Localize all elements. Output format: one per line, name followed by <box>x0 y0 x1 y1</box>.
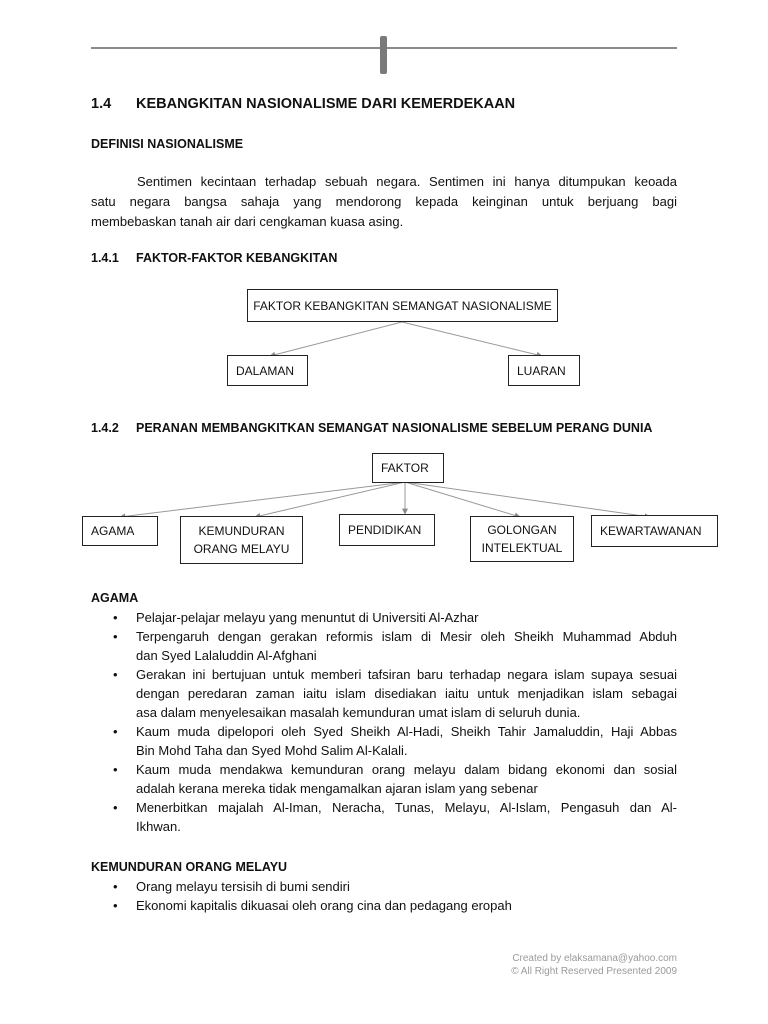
connector-line <box>120 482 405 517</box>
list-item-line: dan Syed Lalaluddin Al-Afghani <box>136 648 317 663</box>
list-item <box>91 877 677 896</box>
connector-line <box>405 482 520 517</box>
diagram2-child-box <box>591 515 718 547</box>
diagram2-root-box: FAKTOR <box>372 453 444 483</box>
bullet-icon: • <box>113 762 118 777</box>
bullet-icon: • <box>113 879 118 894</box>
footer-line: © All Right Reserved Presented 2009 <box>511 966 677 977</box>
list-item-line: Orang melayu tersisih di bumi sendiri <box>136 879 350 894</box>
kemunduran-list <box>91 877 677 915</box>
bullet-icon: • <box>113 629 118 644</box>
section-title: KEBANGKITAN NASIONALISME DARI KEMERDEKAAN <box>136 96 516 112</box>
definisi-line: Sentimen kecintaan terhadap sebuah negara. Sentimen ini hanya ditumpukan keoada <box>137 174 677 189</box>
diagram2-child-box <box>180 516 303 564</box>
list-item-line: Kaum muda dipelopori oleh Syed Sheikh Al-Hadi, Sheikh Tahir Jamaluddin, Haji Abbas <box>136 724 677 739</box>
agama-heading: AGAMA <box>91 591 139 605</box>
diagram2-child-box <box>339 514 435 546</box>
list-item-line: Ikhwan. <box>136 819 181 834</box>
list-item <box>91 896 677 915</box>
diagram2-child-box <box>82 516 158 546</box>
diagram2-child-label: AGAMA <box>91 524 135 538</box>
kemunduran-heading: KEMUNDURAN ORANG MELAYU <box>91 860 288 874</box>
diagram2-child-label: KEWARTAWANAN <box>600 524 702 538</box>
list-item-line: Menerbitkan majalah Al-Iman, Neracha, Tunas, Melayu, Al-Islam, Pengasuh dan Al- <box>136 800 677 815</box>
list-item <box>91 798 677 836</box>
definisi-line: satu negara bangsa sahaja yang mendorong kepada keinginan untuk berjuang bagi <box>91 194 677 209</box>
bullet-icon: • <box>113 667 118 682</box>
list-item-line: Gerakan ini bertujuan untuk memberi tafsiran baru terhadap negara islam supaya sesuai <box>136 667 677 682</box>
subsection-title: PERANAN MEMBANGKITKAN SEMANGAT NASIONALISME SEBELUM PERANG DUNIA <box>136 421 653 435</box>
list-item-line: Terpengaruh dengan gerakan reformis islam di Mesir oleh Sheikh Muhammad Abduh <box>136 629 677 644</box>
list-item-line: Ekonomi kapitalis dikuasai oleh orang cina dan pedagang eropah <box>136 898 512 913</box>
diagram1-child-box: LUARAN <box>508 355 580 386</box>
footer-line: Created by elaksamana@yahoo.com <box>512 953 677 964</box>
list-item-line: Bin Mohd Taha dan Syed Mohd Salim Al-Kalali. <box>136 743 408 758</box>
agama-list <box>91 608 677 836</box>
diagram2-child-label: GOLONGAN <box>487 523 557 537</box>
section-number: 1.4 <box>91 96 112 112</box>
subsection-number: 1.4.2 <box>91 421 119 435</box>
list-item-line: Pelajar-pelajar melayu yang menuntut di Universiti Al-Azhar <box>136 610 479 625</box>
diagram2-child-label: PENDIDIKAN <box>348 523 422 537</box>
list-item <box>91 665 677 722</box>
bullet-icon: • <box>113 800 118 815</box>
definisi-line: membebaskan tanah air dari cengkaman kuasa asing. <box>91 214 404 229</box>
diagram2-child-label: KEMUNDURAN <box>198 524 285 538</box>
bullet-icon: • <box>113 610 118 625</box>
connector-line <box>255 482 405 517</box>
list-item <box>91 608 677 627</box>
bullet-icon: • <box>113 724 118 739</box>
diagram1-root-box: FAKTOR KEBANGKITAN SEMANGAT NASIONALISME <box>247 289 558 322</box>
bullet-icon: • <box>113 898 118 913</box>
subsection-title: FAKTOR-FAKTOR KEBANGKITAN <box>136 251 338 265</box>
connector-line <box>402 322 542 356</box>
list-item <box>91 627 677 665</box>
connector-line <box>270 322 402 356</box>
footer-credit <box>511 952 677 978</box>
definisi-heading: DEFINISI NASIONALISME <box>91 137 244 151</box>
diagram2-child-box <box>470 516 574 562</box>
list-item-line: asa dalam menyelesaikan masalah kemunduran umat islam di seluruh dunia. <box>136 705 581 720</box>
list-item-line: Kaum muda mendakwa kemunduran orang melayu dalam bidang ekonomi dan sosial <box>136 762 677 777</box>
diagram2-child-label: ORANG MELAYU <box>193 542 290 556</box>
subsection-number: 1.4.1 <box>91 251 119 265</box>
connector-line <box>405 482 650 517</box>
diagram2-child-label: INTELEKTUAL <box>481 541 563 555</box>
diagram1-child-box: DALAMAN <box>227 355 308 386</box>
list-item-line: adalah kerana mereka tidak mengamalkan ajaran islam yang sebenar <box>136 781 538 796</box>
list-item-line: dengan peredaran zaman iaitu islam disediakan iaitu untuk menjadikan islam sebagai <box>136 686 677 701</box>
list-item <box>91 760 677 798</box>
list-item <box>91 722 677 760</box>
